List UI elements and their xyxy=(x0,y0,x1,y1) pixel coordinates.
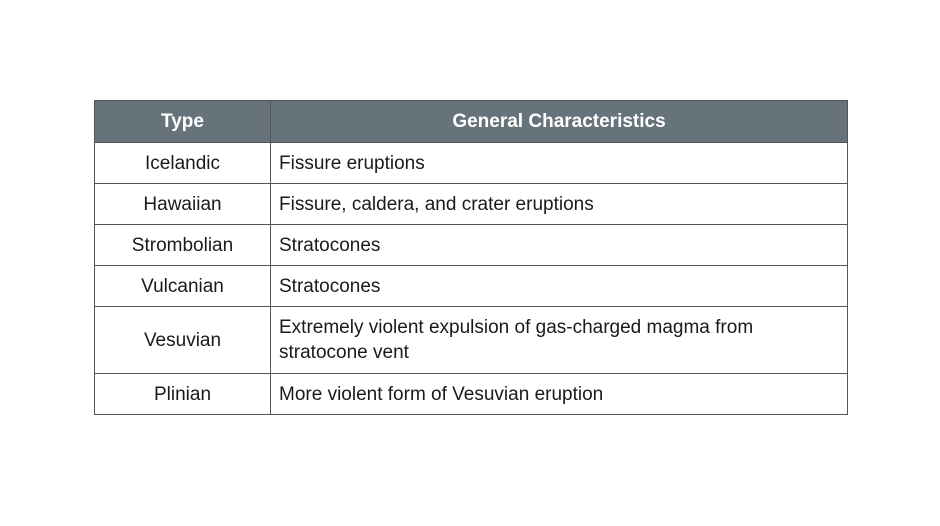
characteristics-cell: Fissure, caldera, and crater eruptions xyxy=(271,184,848,225)
table-row xyxy=(95,225,848,266)
type-cell: Strombolian xyxy=(95,225,271,266)
type-cell: Vulcanian xyxy=(95,266,271,307)
header-general-characteristics: General Characteristics xyxy=(271,101,848,143)
type-cell: Hawaiian xyxy=(95,184,271,225)
header-type: Type xyxy=(95,101,271,143)
table-header-row xyxy=(95,101,848,143)
table-row xyxy=(95,307,848,374)
volcano-types-table xyxy=(94,100,848,415)
table-row xyxy=(95,184,848,225)
characteristics-cell: Stratocones xyxy=(271,266,848,307)
type-cell: Plinian xyxy=(95,374,271,415)
characteristics-cell: More violent form of Vesuvian eruption xyxy=(271,374,848,415)
table-row xyxy=(95,143,848,184)
type-cell: Icelandic xyxy=(95,143,271,184)
table-row xyxy=(95,374,848,415)
type-cell: Vesuvian xyxy=(95,307,271,374)
characteristics-cell: Fissure eruptions xyxy=(271,143,848,184)
characteristics-cell: Extremely violent expulsion of gas-charged magma from stratocone vent xyxy=(271,307,848,374)
volcano-types-table-container xyxy=(94,100,847,415)
characteristics-cell: Stratocones xyxy=(271,225,848,266)
table-row xyxy=(95,266,848,307)
